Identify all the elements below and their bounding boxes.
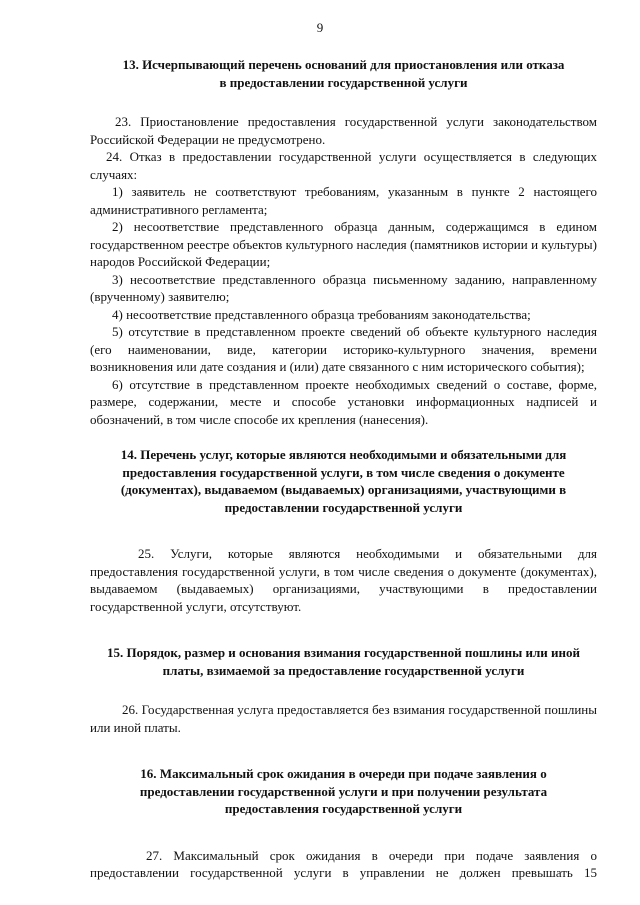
section-14-heading	[90, 446, 597, 516]
section-13-heading-line2: в предоставлении государственной услуги	[219, 74, 468, 90]
section-16-heading-line1: 16. Максимальный срок ожидания в очереди при подаче заявления о	[140, 766, 547, 781]
page-number: 9	[316, 20, 324, 35]
section-13-heading	[90, 56, 597, 91]
section-13-heading-line1: 13. Исчерпывающий перечень оснований для приостановления или отказа	[122, 57, 565, 72]
section-16	[90, 765, 597, 882]
paragraph-26: 26. Государственная услуга предоставляется без взимания государственной пошлины или иной платы.	[90, 702, 597, 735]
section-15-heading	[90, 644, 597, 679]
section-14-heading-line4: предоставлении государственной услуги	[224, 499, 463, 515]
list-item-3: 3) несоответствие представленного образца письменному заданию, направленному (врученному) заявителю;	[90, 271, 597, 304]
list-item-2: 2) несоответствие представленного образца данным, содержащимся в едином государственном реестре объектов культурного наследия (памятников истории и культуры) народов Российской Федерации;	[90, 219, 597, 269]
list-item-1: 1) заявитель не соответствуют требованиям, указанным в пункте 2 настоящего административного регламента;	[90, 184, 597, 217]
section-15	[90, 644, 597, 736]
section-15-heading-line2: платы, взимаемой за предоставление государственной услуги	[162, 662, 525, 678]
section-14	[90, 446, 597, 615]
document-body	[90, 56, 597, 882]
section-15-heading-line1: 15. Порядок, размер и основания взимания государственной пошлины или иной	[106, 645, 580, 660]
section-16-heading-line3: предоставления государственной услуги	[224, 801, 463, 816]
section-14-heading-line3: (документах), выдаваемом (выдаваемых) организациями, участвующими в	[120, 482, 567, 497]
paragraph-24: 24. Отказ в предоставлении государственной услуги осуществляется в следующих случаях:	[90, 149, 597, 182]
paragraph-23: 23. Приостановление предоставления государственной услуги законодательством Российской Федерации не предусмотрено.	[90, 114, 597, 147]
section-14-heading-line2: предоставления государственной услуги, в том числе сведения о документе	[122, 464, 565, 480]
list-item-6: 6) отсутствие в представленном проекте необходимых сведений о составе, форме, размере, содержании, месте и способе установки информационных надписей и обозначений, в том числе способе их крепления (нанесения).	[90, 376, 597, 427]
section-13	[90, 56, 597, 428]
list-item-5: 5) отсутствие в представленном проекте сведений об объекте культурного наследия (его наименовании, виде, категории историко-культурного значения, времени возникновения или дате создания и (или) дате связанного с ним исторического события);	[90, 324, 597, 374]
list-item-4: 4) несоответствие представленного образца требованиям законодательства;	[112, 306, 531, 322]
section-16-heading	[90, 765, 597, 818]
paragraph-27: 27. Максимальный срок ожидания в очереди при подаче заявления о предоставлении государственной услуги в управлении не должен превышать 15	[90, 847, 597, 880]
paragraph-25: 25. Услуги, которые являются необходимыми и обязательными для предоставления государственной услуги, в том числе сведения о документе (документах), выдаваемом (выдаваемых) организациями, участвующими в предоставлении государственной услуги, отсутствуют.	[90, 546, 597, 614]
section-16-heading-line2: предоставлении государственной услуги и при получении результата	[139, 783, 548, 799]
section-14-heading-line1: 14. Перечень услуг, которые являются необходимыми и обязательными для	[120, 447, 567, 462]
